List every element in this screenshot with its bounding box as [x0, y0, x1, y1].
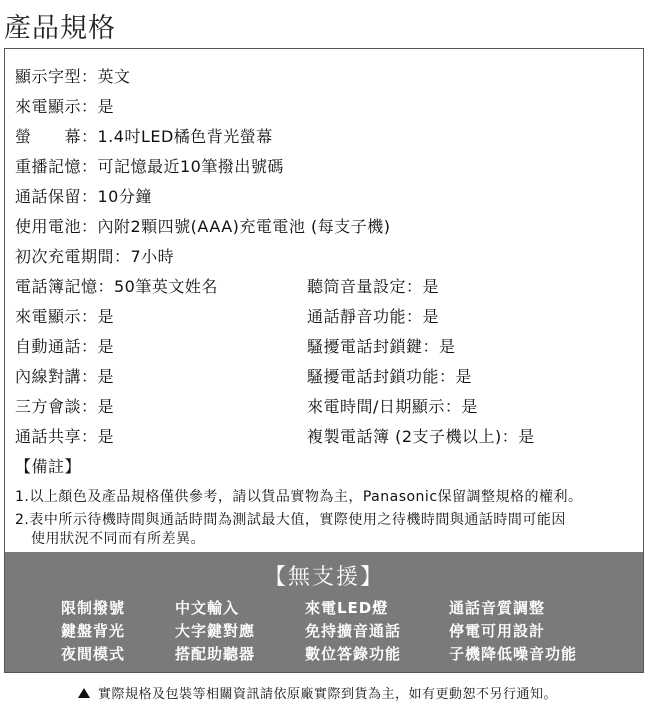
spec-copy-phonebook: 複製電話簿 (2支子機以上)：是	[307, 427, 535, 446]
spec-conference: 三方會談：是	[15, 397, 115, 416]
spec-intercom: 內線對講：是	[15, 367, 115, 386]
spec-volume: 聽筒音量設定：是	[307, 277, 440, 296]
no-support-item: 鍵盤背光	[61, 622, 126, 640]
spec-time-date: 來電時間/日期顯示：是	[307, 397, 478, 416]
spec-nuisance-key: 騷擾電話封鎖鍵：是	[307, 337, 456, 356]
no-support-item: 搭配助聽器	[175, 645, 256, 663]
notes-heading: 【備註】	[15, 457, 82, 476]
note-2-cont: 使用狀況不同而有所差異。	[31, 531, 205, 547]
spec-nuisance-block: 騷擾電話封鎖功能：是	[307, 367, 473, 386]
note-1: 1.以上顏色及產品規格僅供參考，請以貨品實物為主，Panasonic保留調整規格的權利。	[15, 489, 583, 505]
spec-call-share: 通話共享：是	[15, 427, 115, 446]
spec-font: 顯示字型：英文	[15, 67, 131, 86]
no-support-item: 中文輸入	[175, 599, 240, 617]
spec-first-charge: 初次充電期間：7小時	[15, 247, 175, 266]
spec-box	[4, 48, 644, 673]
footer-text: 實際規格及包裝等相關資訊請依原廠實際到貨為主，如有更動恕不另行通知。	[98, 687, 558, 702]
spec-caller-id-2: 來電顯示：是	[15, 307, 115, 326]
spec-battery: 使用電池：內附2顆四號(AAA)充電電池 (每支子機)	[15, 217, 391, 236]
no-support-item: 子機降低噪音功能	[449, 645, 578, 663]
no-support-item: 來電LED燈	[305, 599, 389, 617]
no-support-item: 通話音質調整	[449, 599, 546, 617]
no-support-item: 限制撥號	[61, 599, 126, 617]
no-support-item: 免持擴音通話	[305, 622, 402, 640]
spec-phonebook: 電話簿記憶：50筆英文姓名	[15, 277, 218, 296]
spec-auto-talk: 自動通話：是	[15, 337, 115, 356]
no-support-panel	[5, 552, 643, 672]
no-support-item: 大字鍵對應	[175, 622, 256, 640]
footer-note	[78, 683, 557, 702]
spec-mute: 通話靜音功能：是	[307, 307, 440, 326]
warning-triangle-icon	[78, 688, 90, 698]
no-support-title: 【無支援】	[263, 565, 384, 590]
spec-screen: 螢 幕：1.4吋LED橘色背光螢幕	[15, 127, 273, 146]
spec-redial: 重播記憶：可記憶最近10筆撥出號碼	[15, 157, 284, 176]
no-support-item: 夜間模式	[61, 645, 126, 663]
spec-hold: 通話保留：10分鐘	[15, 187, 152, 206]
no-support-item: 數位答錄功能	[305, 645, 402, 663]
page-title: 產品規格	[4, 13, 116, 44]
note-2: 2.表中所示待機時間與通話時間為測試最大值，實際使用之待機時間與通話時間可能因	[15, 512, 566, 528]
spec-caller-id: 來電顯示：是	[15, 97, 115, 116]
no-support-item: 停電可用設計	[449, 622, 546, 640]
